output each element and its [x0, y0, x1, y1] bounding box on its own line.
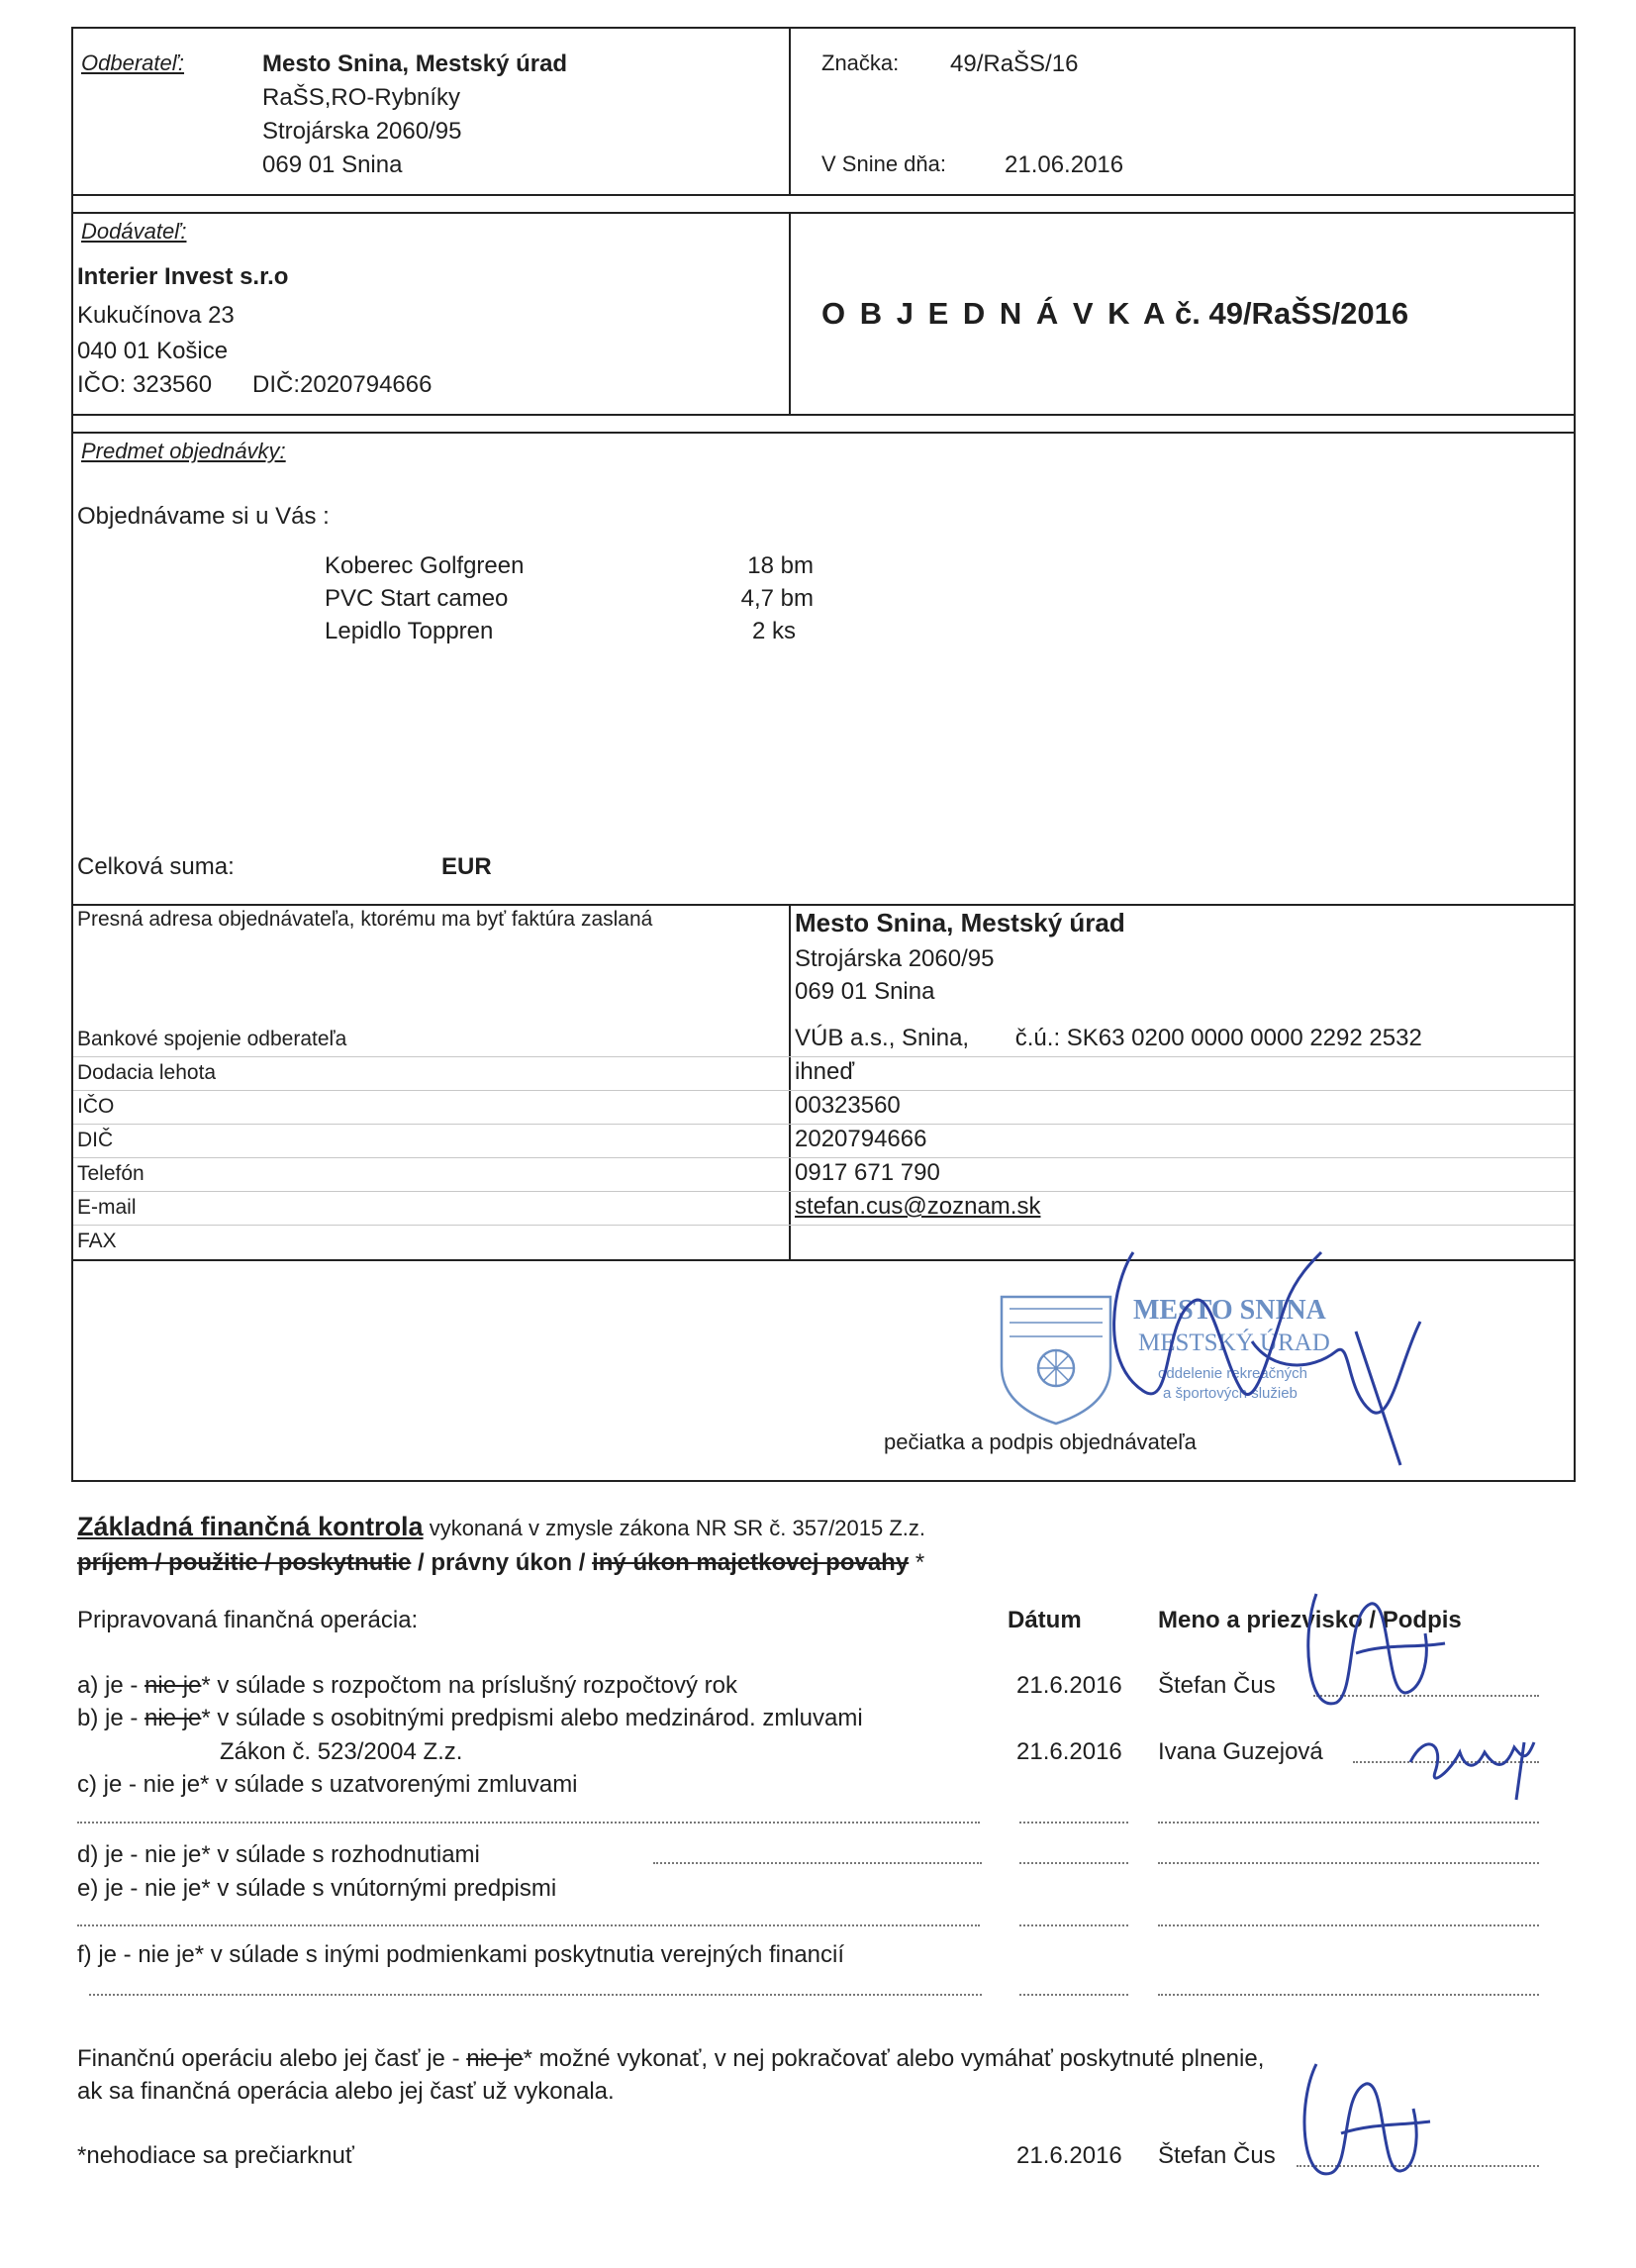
item-qty: 4,7 bm: [740, 585, 814, 612]
clause-b-struck: nie je: [144, 1705, 202, 1731]
dots-e-text: [77, 1924, 980, 1926]
signature-cus-final: [1287, 2054, 1435, 2203]
final-name: Štefan Čus: [1158, 2142, 1276, 2169]
clause-e: e) je - nie je* v súlade s vnútornými predpismi: [77, 1875, 557, 1902]
customer-street: Strojárska 2060/95: [262, 118, 462, 145]
item-name: PVC Start cameo: [325, 585, 509, 612]
supplier-street: Kukučínova 23: [77, 302, 235, 329]
divider-supplier-2: [71, 432, 1576, 434]
stamp-line2: MESTSKÝ ÚRAD: [1138, 1330, 1330, 1356]
row-line: [73, 1225, 1574, 1226]
item-name: Lepidlo Toppren: [325, 618, 494, 644]
divider-col-details: [789, 904, 791, 1259]
clause-f: f) je - nie je* v súlade s inými podmienkami poskytnutia verejných financií: [77, 1941, 845, 1968]
dots-c-name: [1158, 1822, 1539, 1824]
col-date-header: Dátum: [1008, 1607, 1082, 1633]
control-title-suffix: vykonaná v zmysle zákona NR SR č. 357/2015 Z.z.: [423, 1516, 926, 1540]
customer-city: 069 01 Snina: [262, 151, 403, 178]
supplier-ico: IČO: 323560: [77, 371, 213, 398]
divider-header: [71, 194, 1576, 196]
dots-d-date: [1019, 1862, 1128, 1864]
detail-label-fax: FAX: [77, 1230, 117, 1252]
stamp-caption: pečiatka a podpis objednávateľa: [884, 1430, 1197, 1454]
control-title-line: [77, 1510, 925, 1545]
dots-c-date: [1019, 1822, 1128, 1824]
clause-a: a) je - nie je* v súlade s rozpočtom na príslušný rozpočtový rok: [77, 1672, 737, 1699]
total-currency: EUR: [441, 853, 492, 880]
dots-f-date: [1019, 1994, 1128, 1996]
subject-label: Predmet objednávky:: [81, 439, 286, 463]
detail-value-ico: 00323560: [795, 1092, 901, 1119]
clause-b-law: Zákon č. 523/2004 Z.z.: [220, 1738, 463, 1765]
supplier-label: Dodávateľ:: [81, 219, 187, 244]
types-struck-2: iný úkon majetkovej povahy: [592, 1549, 910, 1576]
date-value: 21.06.2016: [1005, 151, 1124, 178]
detail-label-email: E-mail: [77, 1196, 137, 1219]
supplier-name: Interier Invest s.r.o: [77, 263, 289, 290]
dots-d-name: [1158, 1862, 1539, 1864]
customer-name: Mesto Snina, Mestský úrad: [262, 50, 568, 77]
order-title: O B J E D N Á V K A: [821, 296, 1169, 331]
stamp-line3: oddelenie rekreačných: [1158, 1365, 1307, 1382]
detail-value-delivery: ihneď: [795, 1058, 855, 1085]
signature-guzejova: [1405, 1713, 1564, 1802]
stamp-line4: a športových služieb: [1163, 1385, 1298, 1402]
detail-label-dic: DIČ: [77, 1129, 114, 1151]
invoice-street: Strojárska 2060/95: [795, 945, 995, 972]
footnote: *nehodiace sa prečiarknuť: [77, 2142, 354, 2169]
email-link[interactable]: stefan.cus@zoznam.sk: [795, 1193, 1041, 1220]
signature-cus-a: [1297, 1574, 1455, 1732]
invoice-city: 069 01 Snina: [795, 978, 935, 1005]
total-label: Celková suma:: [77, 853, 235, 880]
control-title: Základná finančná kontrola: [77, 1512, 424, 1541]
invoice-name: Mesto Snina, Mestský úrad: [795, 908, 1125, 937]
divider-supplier: [71, 414, 1576, 416]
operation-label: Pripravovaná finančná operácia:: [77, 1607, 419, 1633]
detail-value-phone: 0917 671 790: [795, 1159, 940, 1186]
types-struck-1: príjem / použitie / poskytnutie: [77, 1549, 412, 1576]
customer-dept: RaŠS,RO-Rybníky: [262, 84, 461, 111]
clause-b-name: Ivana Guzejová: [1158, 1738, 1323, 1765]
types-mid: / právny úkon /: [411, 1549, 593, 1576]
detail-label-phone: Telefón: [77, 1162, 144, 1185]
clause-a-struck: nie je: [144, 1672, 202, 1699]
divider-col-header: [789, 27, 791, 194]
final-struck: nie je: [466, 2045, 524, 2072]
final-date: 21.6.2016: [1016, 2142, 1122, 2169]
item-qty: 18 bm: [747, 552, 814, 579]
control-types-line: [77, 1546, 924, 1580]
clause-c: c) je - nie je* v súlade s uzatvorenými zmluvami: [77, 1771, 578, 1798]
clause-b-date: 21.6.2016: [1016, 1738, 1122, 1765]
dots-c-text: [77, 1822, 980, 1824]
clause-b: b) je - nie je* v súlade s osobitnými predpismi alebo medzinárod. zmluvami: [77, 1705, 863, 1731]
mark-label: Značka:: [821, 50, 900, 75]
clause-a-date: 21.6.2016: [1016, 1672, 1122, 1699]
types-star: *: [909, 1549, 925, 1576]
invoice-address-label: Presná adresa objednávateľa, ktorému ma byť faktúra zaslaná: [77, 908, 653, 931]
final-statement: Finančnú operáciu alebo jej časť je - nie je* možné vykonať, v nej pokračovať alebo vymáhať poskytnuté plnenie,: [77, 2045, 1265, 2072]
stamp-line1: MESTO SNINA: [1133, 1295, 1326, 1326]
detail-label-ico: IČO: [77, 1095, 115, 1118]
clause-a-name: Štefan Čus: [1158, 1672, 1276, 1699]
customer-label: Odberateľ:: [81, 50, 185, 75]
supplier-city: 040 01 Košice: [77, 338, 229, 364]
dots-f-name: [1158, 1994, 1539, 1996]
detail-label-delivery: Dodacia lehota: [77, 1061, 217, 1084]
final-statement-line2: ak sa finančná operácia alebo jej časť už vykonala.: [77, 2078, 615, 2105]
dots-e-date: [1019, 1924, 1128, 1926]
mark-value: 49/RaŠS/16: [950, 50, 1079, 77]
divider-header-2: [71, 212, 1576, 214]
order-number: č. 49/RaŠS/2016: [1175, 296, 1409, 331]
supplier-dic: DIČ:2020794666: [252, 371, 433, 398]
detail-value-dic: 2020794666: [795, 1126, 927, 1152]
detail-label-bank: Bankové spojenie odberateľa: [77, 1028, 347, 1050]
col-name-header: Meno a priezvisko / Podpis: [1158, 1607, 1462, 1633]
item-name: Koberec Golfgreen: [325, 552, 525, 579]
dots-e-name: [1158, 1924, 1539, 1926]
detail-value-bank: VÚB a.s., Snina, č.ú.: SK63 0200 0000 0000 2292 2532: [795, 1025, 1422, 1051]
dots-f-text: [89, 1994, 982, 1996]
dots-d-text: [653, 1862, 982, 1864]
clause-d: d) je - nie je* v súlade s rozhodnutiami: [77, 1841, 480, 1868]
divider-col-supplier: [789, 212, 791, 414]
subject-intro: Objednávame si u Vás :: [77, 503, 330, 530]
date-label: V Snine dňa:: [821, 151, 946, 176]
item-qty: 2 ks: [751, 618, 796, 644]
